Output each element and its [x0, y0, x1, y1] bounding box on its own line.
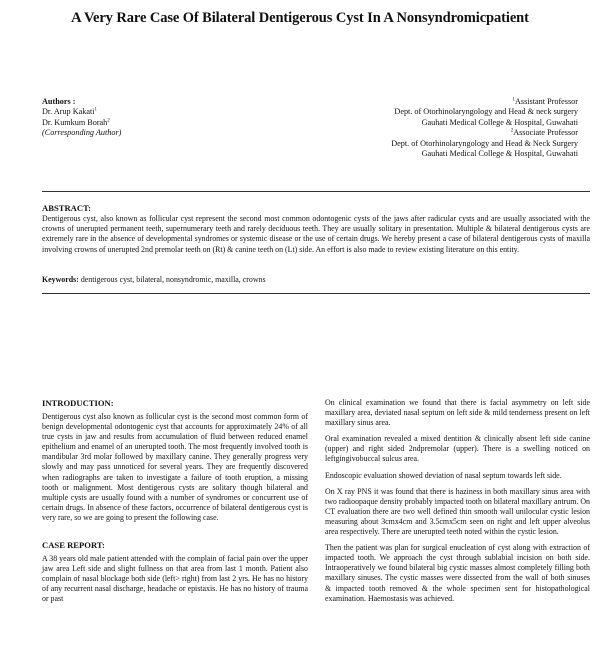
- author-1: [42, 107, 121, 117]
- introduction-heading: INTRODUCTION:: [42, 398, 114, 408]
- keywords-text: dentigerous cyst, bilateral, nonsyndromic, maxilla, crowns: [80, 275, 266, 284]
- case-report-body: A 38 years old male patient attended with the complain of facial pain over the upper jaw area Left side and slight fullness on that area from last 1 month. Patient also complain of nasal blockage both side (left> right) from last 2 yrs. He has no history of any recurrent nasal discharge, headache or epistaxis. He has no history of trauma or past: [42, 554, 308, 604]
- corresponding-author-note: (Corresponding Author): [42, 128, 122, 138]
- author-1-name: Dr. Arup Kakati: [42, 107, 95, 117]
- case-report-heading: CASE REPORT:: [42, 540, 105, 551]
- affiliation-2-sup: 2: [510, 128, 514, 134]
- paper-title: A Very Rare Case Of Bilateral Dentigerous Cyst In A Nonsyndromicpatient: [71, 10, 529, 26]
- author-block: [42, 97, 121, 139]
- abstract-heading: ABSTRACT:: [42, 203, 92, 213]
- affiliation-1-institution: Gauhati Medical College & Hospital, Guwahati: [421, 117, 578, 127]
- right-column: [325, 398, 590, 610]
- author-1-sup: 1: [94, 107, 98, 113]
- abstract-body: Dentigerous cyst, also known as follicular cyst represent the second most common odontogenic cysts of the jaws after radicular cysts and are usually associated with the crowns of unerupted permanent teeth, supernumerary teeth and rarely deciduous teeth. They are usually solitary in presentation. Multiple & bilateral dentigerous cysts are extremely rare in the absence of developmental syndromes or systemic disease or the use of certain drugs. We hereby present a case of bilateral dentigerous cysts of maxilla involving crowns of unerupted 2nd premolar teeth on (Rt) & canine teeth on (Lt) side. An effort is also made to review existing literature on this entity.: [42, 214, 590, 254]
- author-2-name: Dr. Kumkum Borah: [42, 117, 108, 127]
- author-2-sup: 2: [107, 118, 110, 124]
- affiliation-1-title-text: Assistant Professor: [515, 97, 578, 106]
- affiliation-2-dept: Dept. of Otorhinolaryngology and Head & Neck Surgery: [391, 138, 578, 148]
- keywords-line: [42, 275, 590, 285]
- imaging-paragraph: On X ray PNS it was found that there is haziness in both maxillary sinus area with two radioopaque density probably impacted tooth on bilateral maxillary antrum. On CT evaluation there are two well defined thin smooth wall unilocular cystic lesion measuring about 3cmx4cm and 3.5cmx5cm seen on right and left upper alveolus area respectively. There are unerupted teeth noted within the cystic lesion.: [325, 486, 590, 537]
- affiliation-2-title-text: Associate Professor: [513, 128, 578, 138]
- oral-exam-paragraph: Oral examination revealed a mixed dentition & clinically absent left side canine (upper) and right sided 2ndpremolar (upper). There is a swelling noticed on leftgingivobuccal sulcus area.: [325, 434, 590, 464]
- surgery-paragraph: Then the patient was plan for surgical enucleation of cyst along with extraction of impacted tooth. We approach the cyst through sublabial incision on both side. Intraoperatively we found bilateral big cystic masses almost completely filling both maxillary sinuses. The cystic masses were dissected from the wall of both sinuses & impacted tooth removed & the whole specimen sent for histopathological examination. Haemostasis was achieved.: [325, 543, 590, 603]
- affiliation-1-title: [278, 97, 578, 107]
- affiliation-1-dept: Dept. of Otorhinolaryngology and Head & neck surgery: [394, 107, 578, 117]
- author-2: [42, 118, 121, 128]
- clinical-exam-paragraph: On clinical examination we found that there is facial asymmetry on left side maxillary area, deviated nasal septum on left side & mild tenderness present on left maxillary sinus area.: [325, 398, 590, 428]
- keywords-label: Keywords:: [42, 275, 79, 284]
- affiliation-2-title: [278, 128, 578, 138]
- introduction-body: Dentigerous cyst also known as follicular cyst is the second most common form of benign developmental odontogenic cyst that accounts for approximately 24% of all true cysts in jaw and results from accumulation of fluid between reduced enamel epithelium and enamel of an unerupted tooth. The most frequently involved tooth is mandibular 3rd molar followed by maxillary canine. They generally progress very slowly and may pass unnoticed for several years. They are frequently discovered when radiographs are taken to investigate a failure of tooth eruption, a missing tooth or malignment. Most dentigerous cysts are solitary though bilateral and multiple cysts are usually found with a number of syndromes or concurrent use of certain drugs. In absence of these factors, occurrence of bilateral dentigerous cyst is very rare, so we are going to present the following case.: [42, 412, 308, 522]
- left-column: [42, 398, 308, 611]
- affiliation-1-sup: 1: [512, 97, 515, 103]
- divider-bottom: [42, 293, 590, 294]
- divider-top: [42, 191, 590, 192]
- endoscopic-paragraph: Endoscopic evaluation showed deviation of nasal septum towards left side.: [325, 470, 562, 480]
- affiliation-2-institution: Gauhati Medical College & Hospital, Guwahati: [421, 149, 578, 159]
- authors-heading: Authors :: [42, 97, 76, 106]
- affiliation-block: [278, 97, 578, 159]
